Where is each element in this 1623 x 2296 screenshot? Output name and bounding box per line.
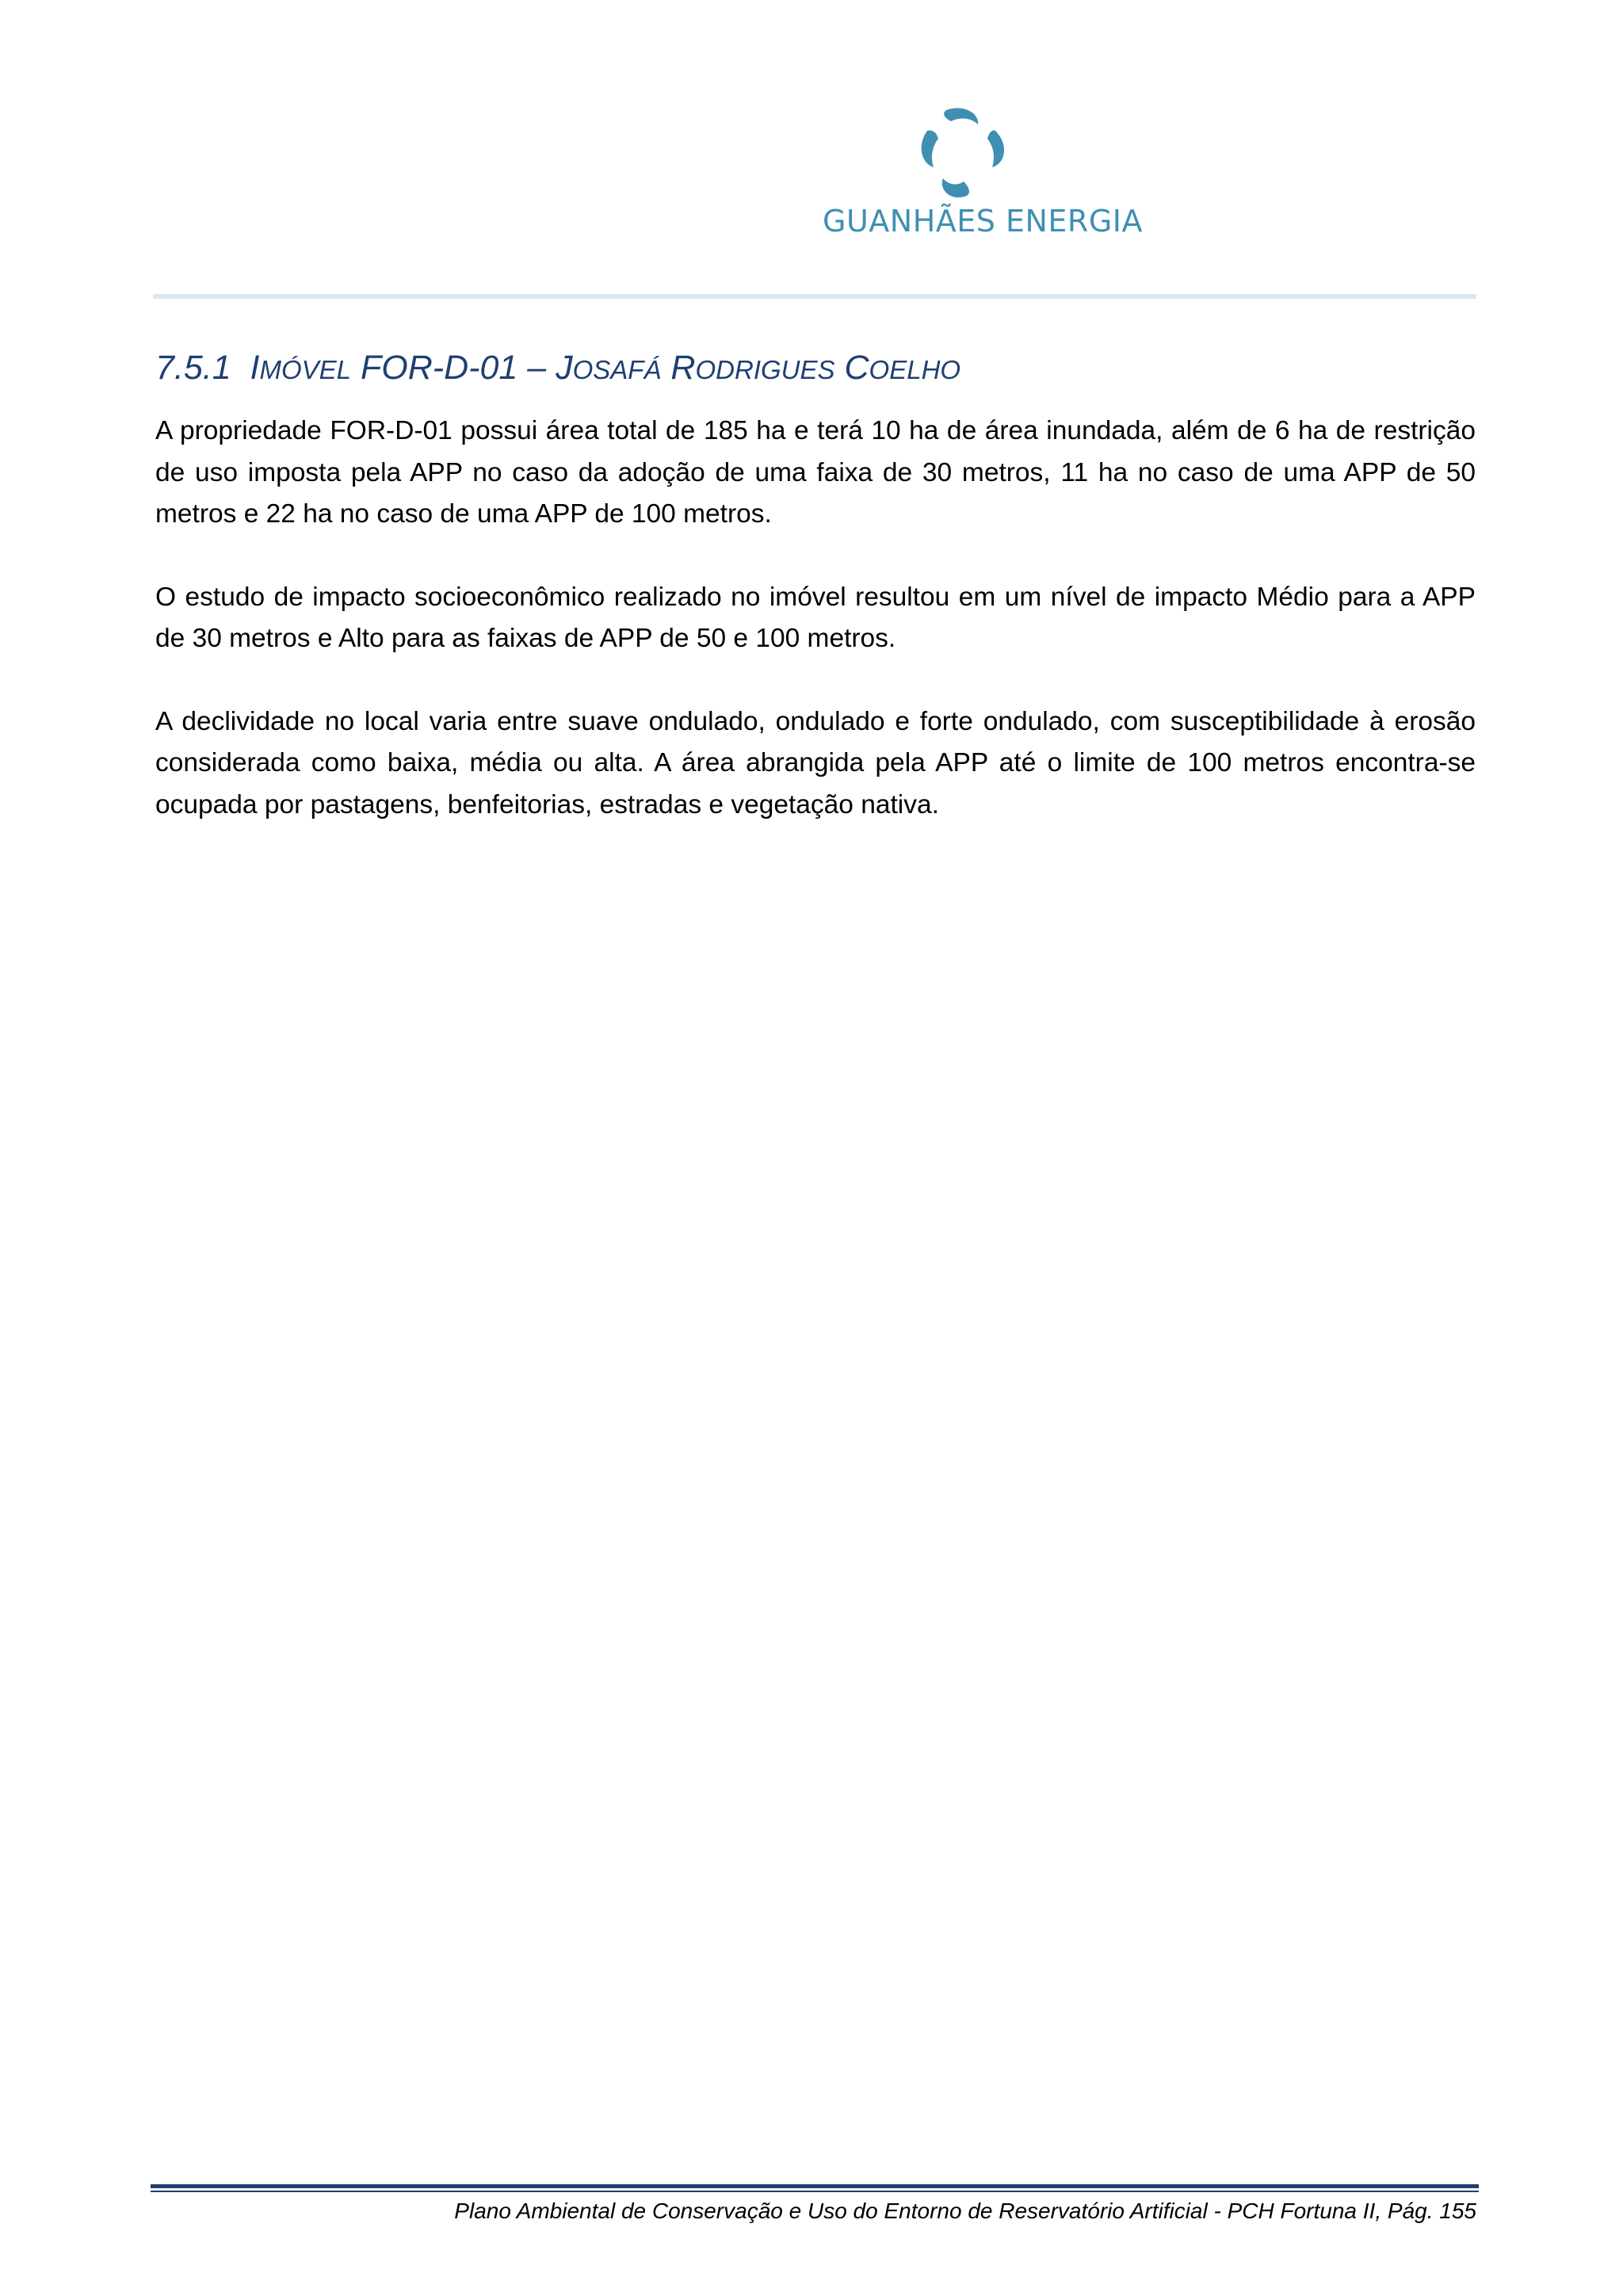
section-heading bbox=[155, 349, 960, 388]
guanhaes-swirl-logo-icon bbox=[916, 107, 1011, 202]
title-initial-1: I bbox=[250, 349, 260, 387]
title-smallcaps-3: ODRIGUES bbox=[695, 355, 835, 384]
logo-text: GUANHÃES ENERGIA bbox=[823, 204, 1143, 239]
section-number: 7.5.1 bbox=[155, 349, 231, 387]
footer-divider-thick bbox=[151, 2184, 1479, 2188]
title-code: FOR-D-01 – bbox=[361, 349, 556, 387]
footer-divider-thin bbox=[151, 2191, 1479, 2192]
paragraph-impact: O estudo de impacto socioeconômico realizado no imóvel resultou em um nível de impacto Médio para a APP de 30 metros e Alto para as faixas de APP de 50 e 100 metros. bbox=[155, 582, 1476, 653]
title-smallcaps-4: OELHO bbox=[869, 355, 961, 384]
footer-text: Plano Ambiental de Conservação e Uso do Entorno de Reservatório Artificial - PCH Fortuna II, Pág. 155 bbox=[454, 2199, 1476, 2223]
header-divider bbox=[153, 294, 1476, 299]
company-logo bbox=[816, 107, 1165, 250]
body-text bbox=[155, 411, 1476, 867]
title-initial-2: J bbox=[556, 349, 573, 387]
title-smallcaps-1: MÓVEL bbox=[259, 355, 352, 384]
paragraph-area: A propriedade FOR-D-01 possui área total de 185 ha e terá 10 ha de área inundada, além de 6 ha de restrição de uso imposta pela APP no caso da adoção de uma faixa de 30 metros, 11 ha no caso de uma APP de 50 metros e 22 ha no caso de uma APP de 100 metros. bbox=[155, 416, 1476, 529]
title-initial-3: R bbox=[670, 349, 696, 387]
title-smallcaps-2: OSAFÁ bbox=[572, 355, 662, 384]
paragraph-declivity: A declividade no local varia entre suave ondulado, ondulado e forte ondulado, com susceptibilidade à erosão considerada como baixa, média ou alta. A área abrangida pela APP até o limite de 100 metros encontra-se ocupada por pastagens, benfeitorias, estradas e vegetação nativa. bbox=[155, 706, 1476, 819]
title-initial-4: C bbox=[844, 349, 869, 387]
